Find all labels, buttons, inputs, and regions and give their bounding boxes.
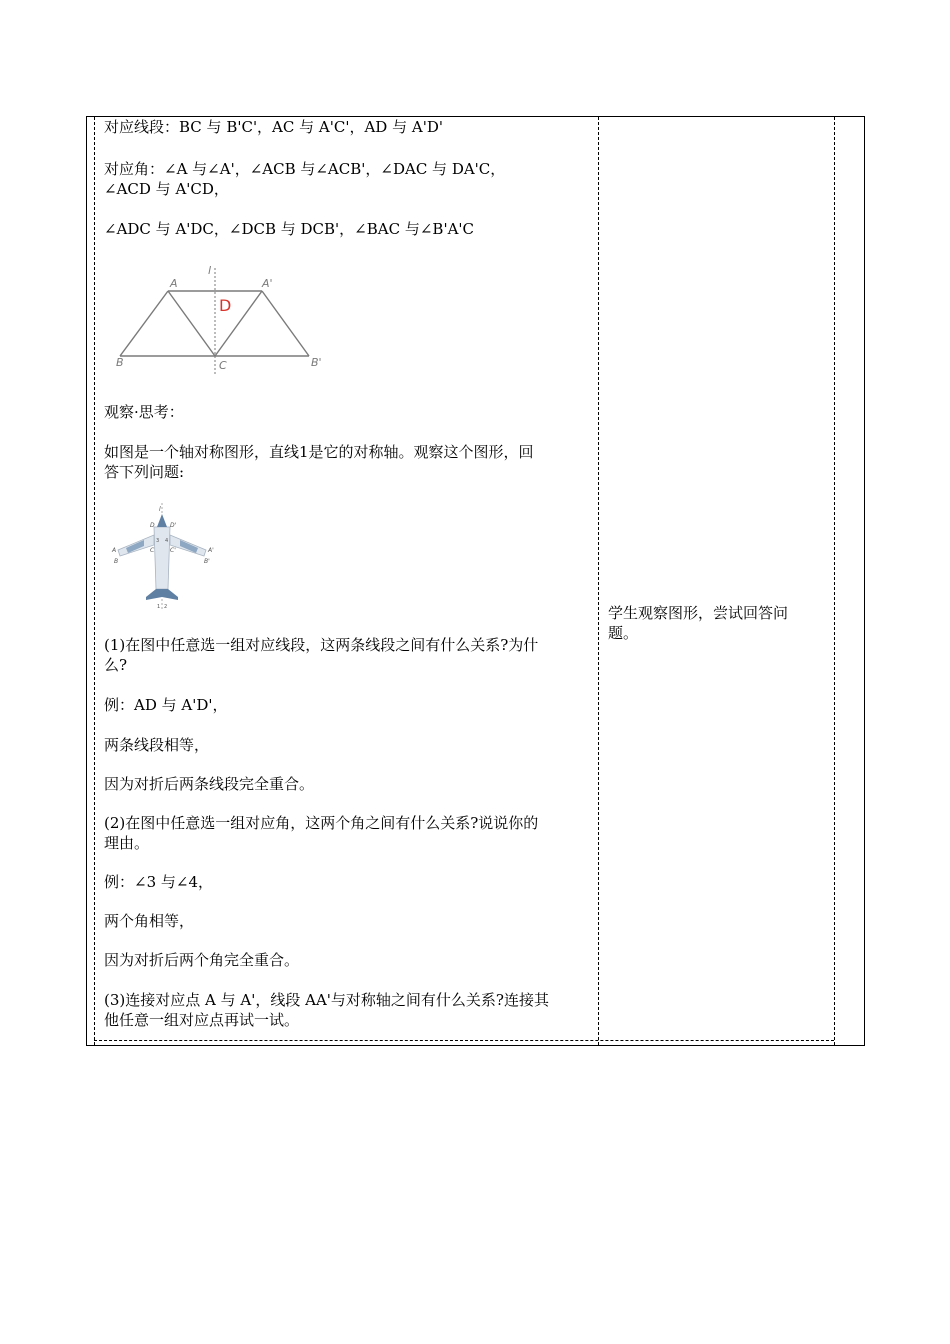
label-B: B xyxy=(116,356,124,369)
corresponding-angles-line-2: ∠ACD 与 A'CD， xyxy=(104,180,229,198)
plane-label-3: 3 xyxy=(156,538,160,544)
example-1: 例：AD 与 A'D'， xyxy=(104,696,228,714)
student-activity-line-2: 题。 xyxy=(608,624,639,642)
symmetry-trapezoid-figure xyxy=(108,258,338,378)
plane-label-2: 2 xyxy=(164,604,168,610)
plane-label-D-prime: D' xyxy=(170,522,177,529)
table-border-bottom xyxy=(86,1045,865,1046)
student-activity-line-1: 学生观察图形，尝试回答问 xyxy=(608,604,789,622)
dashed-row-bottom xyxy=(94,1040,834,1041)
question-1-line-1: (1)在图中任意选一组对应线段，这两条线段之间有什么关系?为什 xyxy=(104,636,539,654)
question-2-line-1: (2)在图中任意选一组对应角，这两个角之间有什么关系?说说你的 xyxy=(104,814,539,832)
example-1-reason: 因为对折后两条线段完全重合。 xyxy=(104,775,315,793)
plane-label-A: A xyxy=(112,547,117,554)
label-A-prime: A' xyxy=(262,277,273,290)
question-3-line-1: (3)连接对应点 A 与 A'，线段 AA'与对称轴之间有什么关系?连接其 xyxy=(104,991,549,1009)
airplane-fuselage xyxy=(154,527,170,589)
plane-label-C: C xyxy=(150,547,155,554)
table-border-left xyxy=(86,116,87,1046)
airplane-symmetry-figure xyxy=(108,501,218,611)
label-B-prime: B' xyxy=(311,356,322,369)
question-3-line-2: 他任意一组对应点再试一试。 xyxy=(104,1011,300,1029)
observe-description-2: 答下列问题: xyxy=(104,463,185,481)
dashed-cell-border-left xyxy=(94,117,95,1045)
corresponding-angles-line-3: ∠ADC 与 A'DC，∠DCB 与 DCB'，∠BAC 与∠B'A'C xyxy=(104,220,474,238)
observe-description-1: 如图是一个轴对称图形，直线1是它的对称轴。观察这个图形，回 xyxy=(104,443,534,461)
plane-label-1: 1 xyxy=(157,604,161,610)
label-A: A xyxy=(170,277,178,290)
example-2-reason: 因为对折后两个角完全重合。 xyxy=(104,951,300,969)
corresponding-segments: 对应线段：BC 与 B'C'，AC 与 A'C'，AD 与 A'D' xyxy=(104,118,443,136)
question-2-line-2: 理由。 xyxy=(104,834,150,852)
plane-label-l: l xyxy=(159,506,161,513)
label-D: D xyxy=(219,296,232,315)
label-C: C xyxy=(219,359,227,372)
plane-label-B-prime: B' xyxy=(204,558,210,565)
corresponding-angles-line-1: 对应角：∠A 与∠A'，∠ACB 与∠ACB'，∠DAC 与 DA'C， xyxy=(104,160,506,178)
observe-title: 观察·思考： xyxy=(104,403,184,421)
plane-label-B: B xyxy=(114,558,119,565)
plane-label-A-prime: A' xyxy=(208,547,214,554)
airplane-nose xyxy=(157,514,167,527)
table-border-right xyxy=(864,116,865,1046)
label-l: l xyxy=(208,264,212,277)
example-2-answer: 两个角相等， xyxy=(104,912,195,930)
question-1-line-2: 么? xyxy=(104,656,128,674)
dashed-column-divider-2 xyxy=(834,117,835,1045)
example-2: 例：∠3 与∠4， xyxy=(104,873,213,891)
dashed-column-divider-1 xyxy=(598,117,599,1045)
student-activity-cell xyxy=(608,603,813,643)
plane-label-C-prime: C' xyxy=(170,547,176,554)
airplane-tail xyxy=(146,589,178,600)
example-1-answer: 两条线段相等， xyxy=(104,736,210,754)
plane-label-4: 4 xyxy=(165,538,169,544)
plane-label-D: D xyxy=(150,522,155,529)
